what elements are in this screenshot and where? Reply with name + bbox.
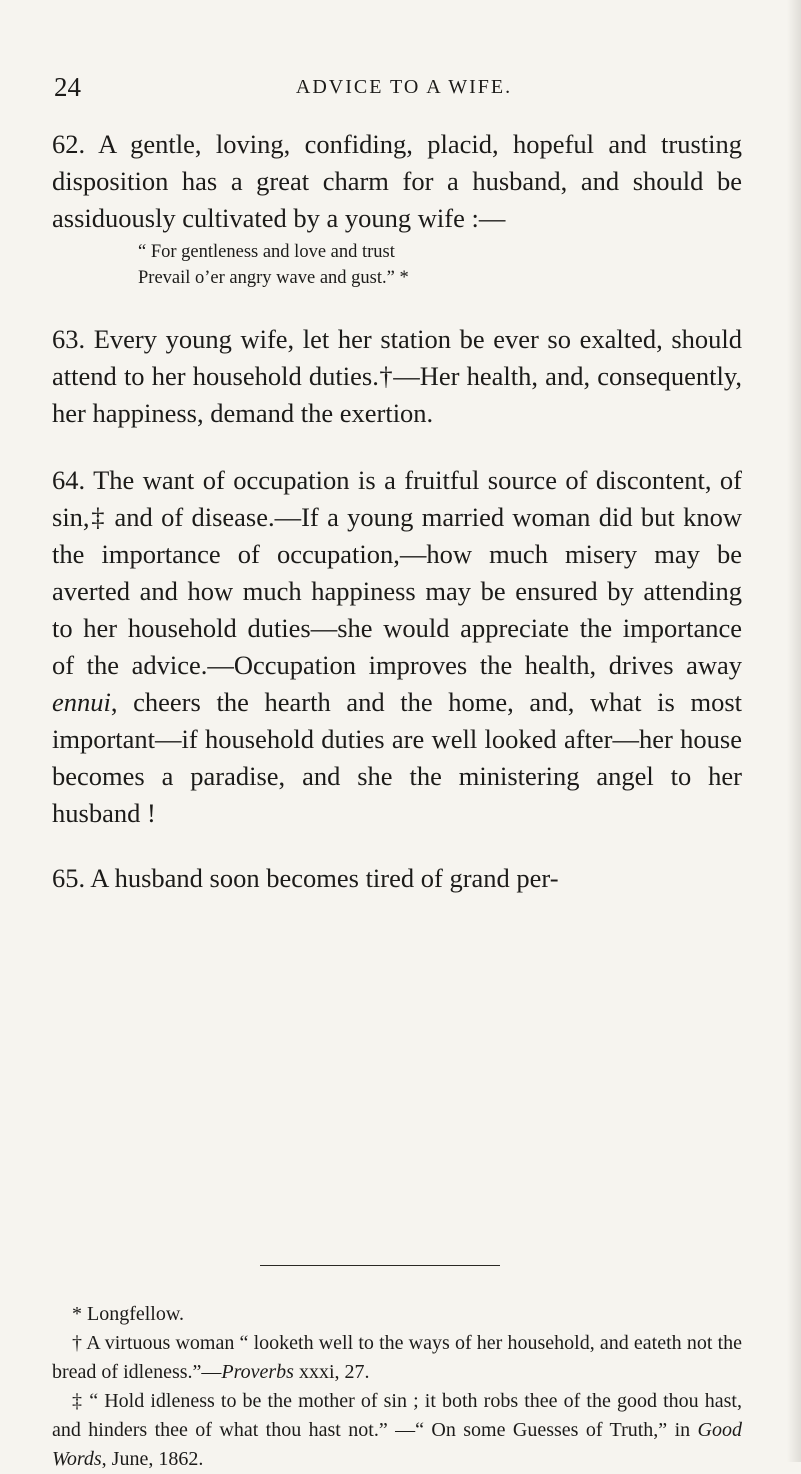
paragraph-text: The want of occupation is a fruitful source of discontent, of sin,‡ and of disease.—If a young married woman did but know the importance of occupation,—how much misery may be averted and how much happiness may be ensured by attending to her household duties—she would appreciate the importance of the advice.—Occupation improves the health, drives away (52, 465, 743, 680)
spacer (52, 432, 742, 462)
paragraph-number: 65. (52, 863, 86, 893)
page-number: 24 (54, 72, 81, 102)
paragraph-text: Every young wife, let her station be ever so exalted, should attend to her household duties.†—Her health, and, consequently, her happiness, demand the exertion. (52, 324, 742, 428)
paragraph-text-continued: , cheers the hearth and the home, and, what is most important—if household duties are well looked after—her house becomes a paradise, and she the ministering angel to her husband ! (52, 687, 742, 828)
footnote-text-end: xxxi, 27. (293, 1361, 370, 1383)
verse-line-2: Prevail o’er angry wave and gust.” * (138, 268, 409, 288)
paragraph-text: A gentle, loving, confiding, placid, hopeful and trusting disposition has a great charm for a husband, and should be assiduously cultivated by a young wife :— (52, 129, 742, 233)
paragraph-number: 64. (52, 465, 86, 495)
footnote-source: Good Words (52, 1419, 742, 1470)
paragraph-number: 63. (52, 324, 86, 354)
footnote-double-dagger (52, 1387, 742, 1474)
paragraph-64 (52, 462, 742, 832)
paragraph-63 (52, 321, 742, 432)
footnote-source: Proverbs (221, 1361, 294, 1383)
paragraph-65 (52, 860, 742, 897)
paragraph-text: A husband soon becomes tired of grand per- (90, 863, 559, 893)
footnote-rule (260, 1265, 500, 1266)
footnote-text: † A virtuous woman “ looketh well to the ways of her household, and eateth not the bread of idleness.”— (52, 1332, 742, 1383)
footnote-text: ‡ “ Hold idleness to be the mother of sin ; it both robs thee of the good thou hast, and hinders thee of what thou hast not.” —“ On some Guesses of Truth,” in (52, 1390, 742, 1441)
footnote-star: * Longfellow. (72, 1303, 185, 1325)
footnote-text-end: , June, 1862. (101, 1448, 204, 1470)
running-head (54, 72, 754, 108)
body-text (52, 126, 742, 897)
paragraph-number: 62. (52, 129, 86, 159)
italic-word: ennui (52, 687, 111, 717)
running-title: ADVICE TO A WIFE. (295, 76, 513, 98)
verse-line-1: “ For gentleness and love and trust (138, 242, 395, 262)
spacer (52, 291, 742, 321)
footnote-dagger (52, 1329, 742, 1387)
paragraph-62 (52, 126, 742, 237)
footnotes (52, 1300, 742, 1474)
verse-quote (138, 239, 742, 291)
spacer (52, 832, 742, 860)
